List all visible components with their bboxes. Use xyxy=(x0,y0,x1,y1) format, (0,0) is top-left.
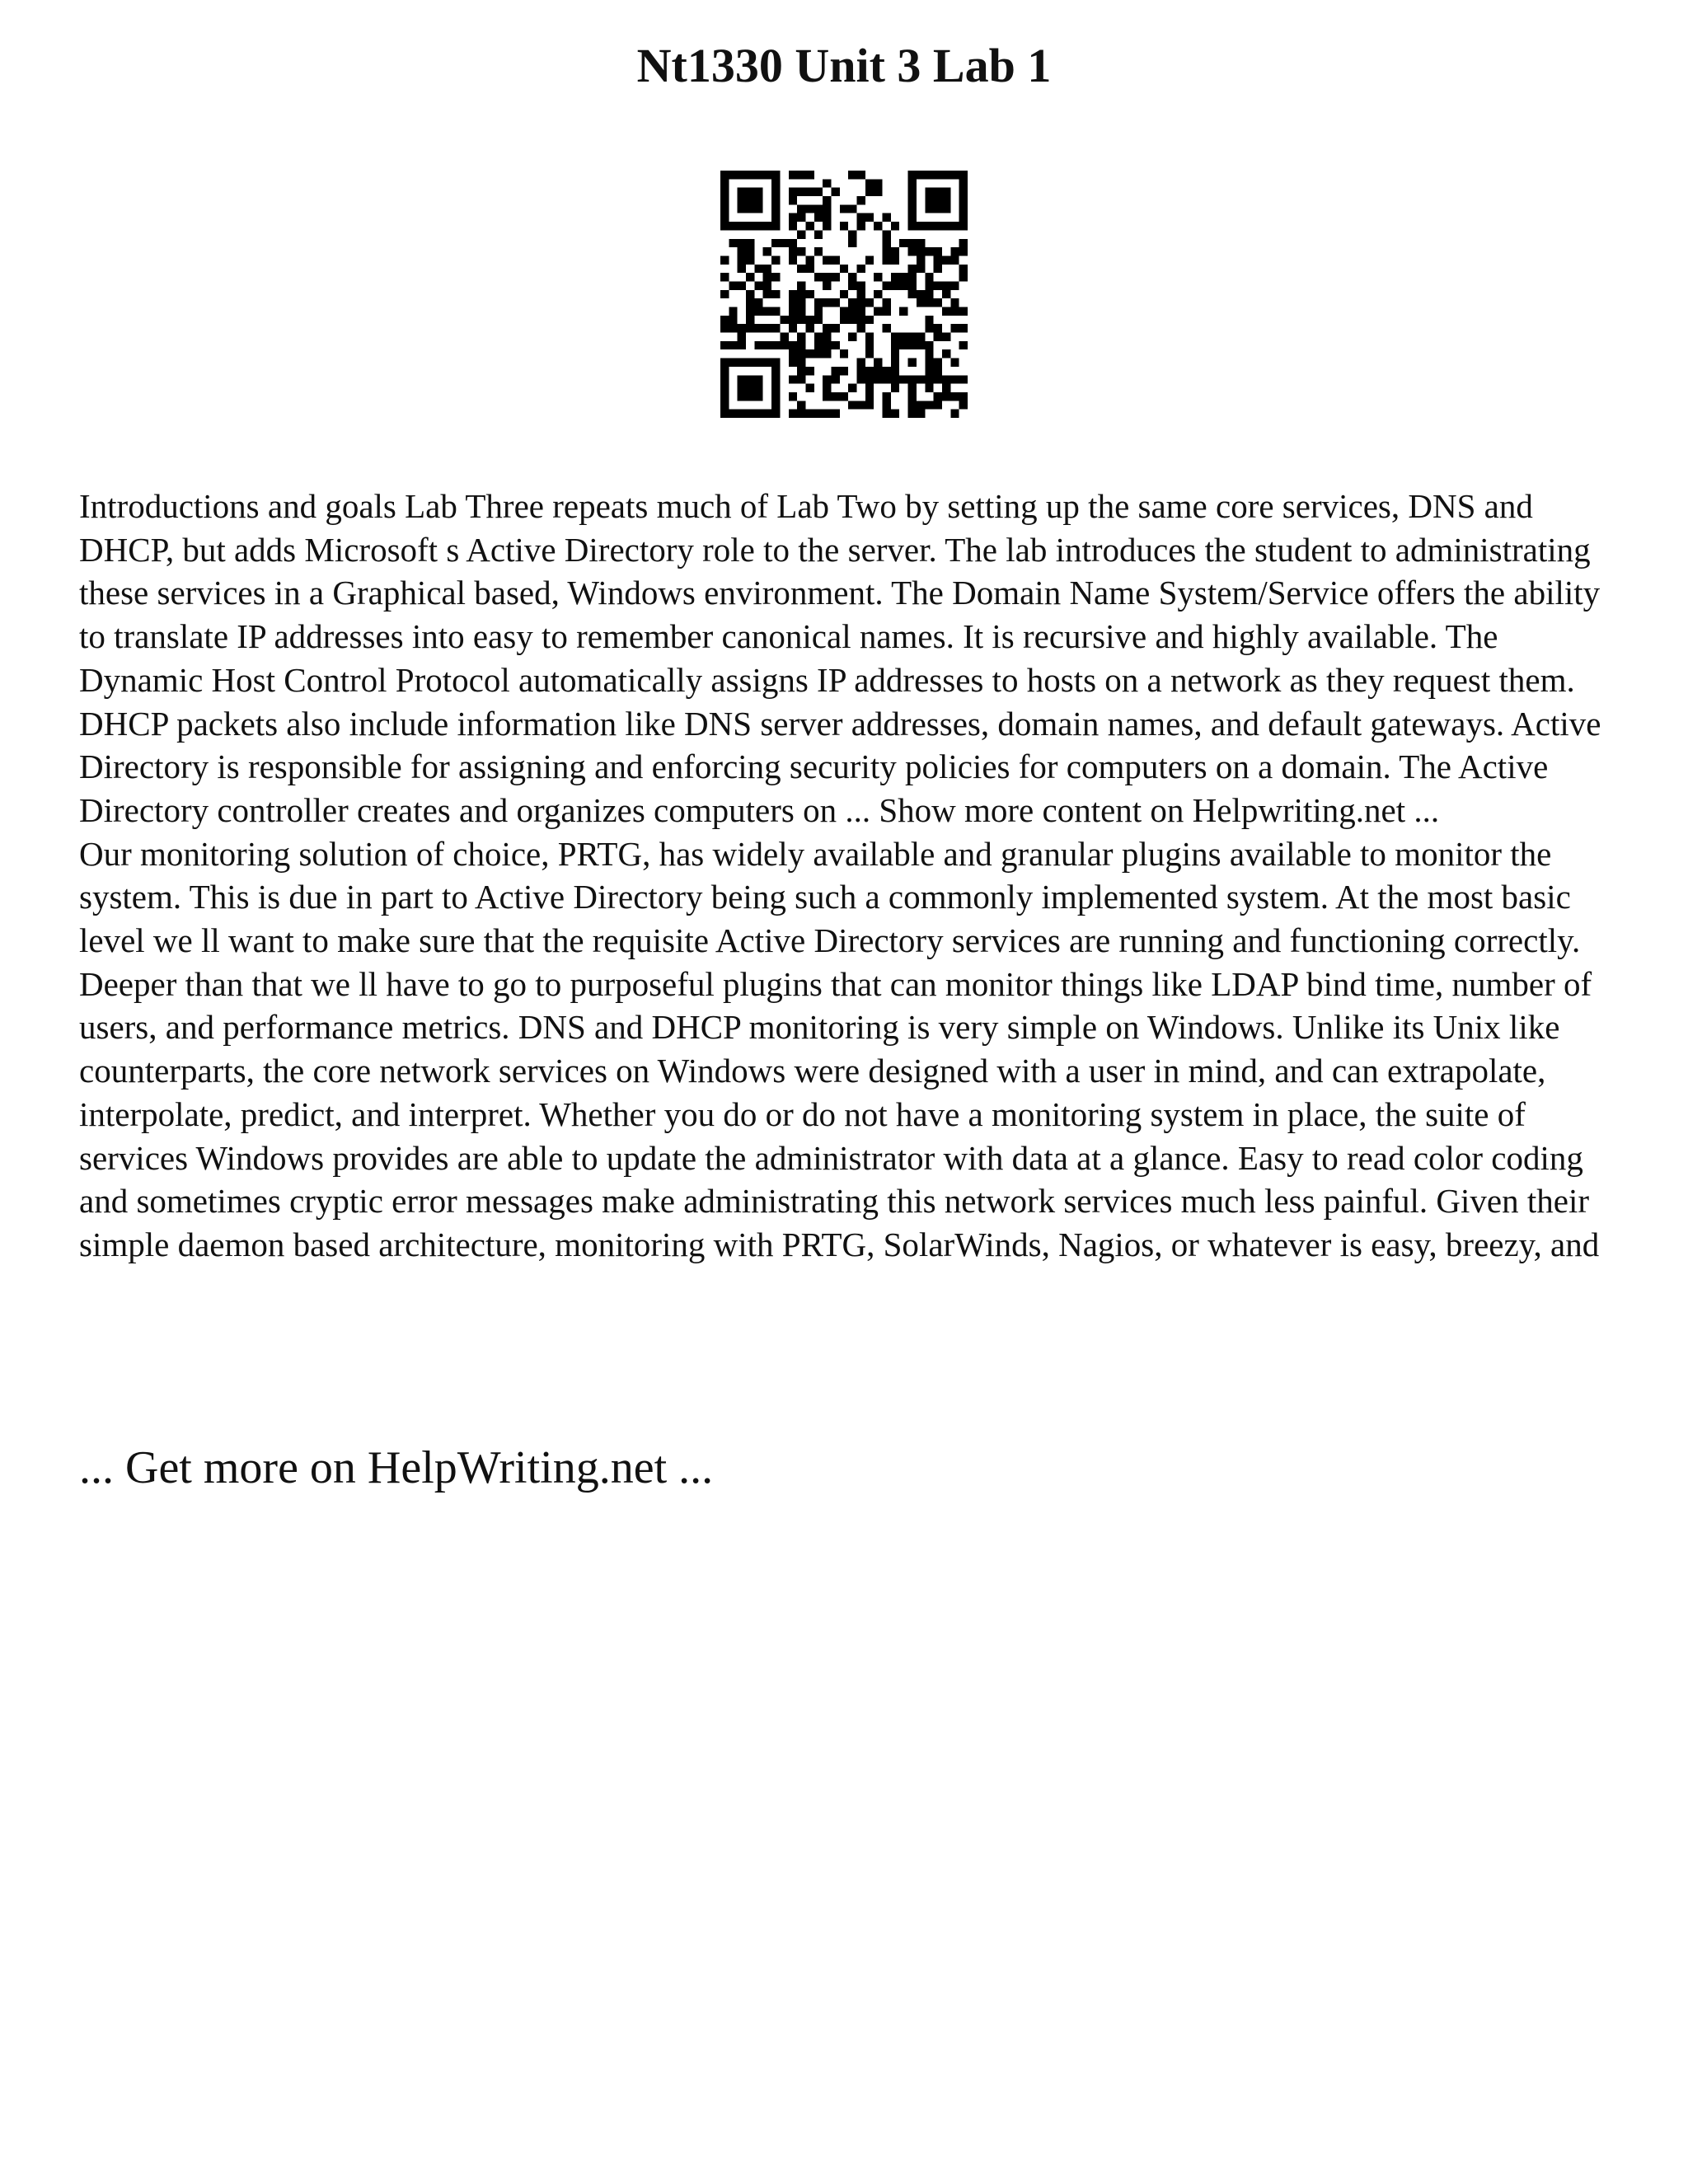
paragraph-intro: Introductions and goals Lab Three repeats much of Lab Two by setting up the same core services, DNS and DHCP, but adds Microsoft s Active Directory role to the server. The lab introduces the student to administrating these services in a Graphical based, Windows environment. The Domain Name System/Service offers the ability to translate IP addresses into easy to remember canonical names. It is recursive and highly available. The Dynamic Host Control Protocol automatically assigns IP addresses to hosts on a network as they request them. DHCP packets also include information like DNS server addresses, domain names, and default gateways. Active Directory is responsible for assigning and enforcing security policies for computers on a domain. The Active Directory controller creates and organizes computers on ... Show more content on Helpwriting.net ... xyxy=(79,487,1601,829)
document-title: Nt1330 Unit 3 Lab 1 xyxy=(636,39,1052,92)
get-more-link[interactable]: ... Get more on HelpWriting.net ... xyxy=(79,1442,714,1493)
paragraph-monitoring: Our monitoring solution of choice, PRTG, has widely available and granular plugins available to monitor the system. This is due in part to Active Directory being such a commonly implemented system. At the most basic level we ll want to make sure that the requisite Active Directory services are running and functioning correctly. Deeper than that we ll have to go to purposeful plugins that can monitor things like LDAP bind time, number of users, and performance metrics. DNS and DHCP monitoring is very simple on Windows. Unlike its Unix like counterparts, the core network services on Windows were designed with a user in mind, and can extrapolate, interpolate, predict, and interpret. Whether you do or do not have a monitoring system in place, the suite of services Windows provides are able to update the administrator with data at a glance. Easy to read color coding and sometimes cryptic error messages make administrating this network services much less painful. Given their simple daemon based architecture, monitoring with PRTG, SolarWinds, Nagios, or whatever is easy, breezy, and xyxy=(79,834,1600,1263)
body-text xyxy=(79,485,1629,1267)
qr-code-graphic xyxy=(720,171,968,418)
qr-code-icon[interactable] xyxy=(720,171,968,418)
